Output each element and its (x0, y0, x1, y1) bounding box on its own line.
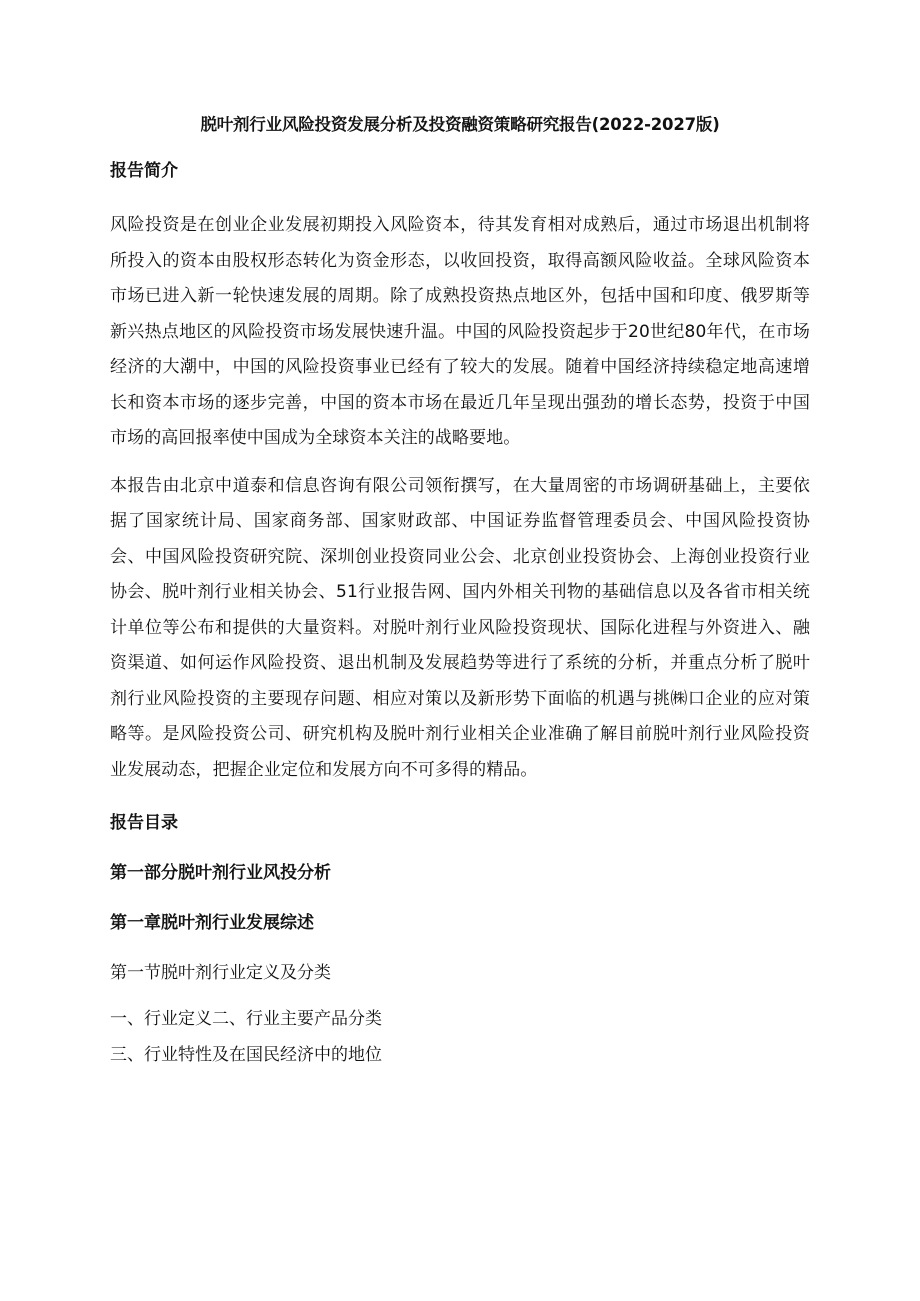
document-page (110, 112, 810, 1078)
toc-heading: 报告目录 (110, 813, 178, 833)
toc-item: 一、行业定义二、行业主要产品分类 (110, 1009, 382, 1029)
intro-heading: 报告简介 (110, 161, 178, 181)
toc-section-1: 第一节脱叶剂行业定义及分类 (110, 963, 331, 983)
toc-item: 三、行业特性及在国民经济中的地位 (110, 1045, 382, 1065)
toc-part-1: 第一部分脱叶剂行业风投分析 (110, 863, 331, 883)
document-title: 脱叶剂行业风险投资发展分析及投资融资策略研究报告(2022-2027版) (200, 115, 720, 134)
intro-paragraph-1: 风险投资是在创业企业发展初期投入风险资本，待其发育相对成熟后，通过市场退出机制将所投入的资本由股权形态转化为资金形态，以收回投资，取得高额风险收益。全球风险资本市场已进入新一轮快速发展的周期。除了成熟投资热点地区外，包括中国和印度、俄罗斯等新兴热点地区的风险投资市场发展快速升温。中国的风险投资起步于20世纪80年代，在市场经济的大潮中，中国的风险投资事业已经有了较大的发展。随着中国经济持续稳定地高速增长和资本市场的逐步完善，中国的资本市场在最近几年呈现出强劲的增长态势，投资于中国市场的高回报率使中国成为全球资本关注的战略要地。 (110, 215, 810, 448)
intro-paragraph-2: 本报告由北京中道泰和信息咨询有限公司领衔撰写，在大量周密的市场调研基础上，主要依据了国家统计局、国家商务部、国家财政部、中国证券监督管理委员会、中国风险投资协会、中国风险投资研究院、深圳创业投资同业公会、北京创业投资协会、上海创业投资行业协会、脱叶剂行业相关协会、51行业报告网、国内外相关刊物的基础信息以及各省市相关统计单位等公布和提供的大量资料。对脱叶剂行业风险投资现状、国际化进程与外资进入、融资渠道、如何运作风险投资、退出机制及发展趋势等进行了系统的分析，并重点分析了脱叶剂行业风险投资的主要现存问题、相应对策以及新形势下面临的机遇与挑㈱口企业的应对策略等。是风险投资公司、研究机构及脱叶剂行业相关企业准确了解目前脱叶剂行业风险投资业发展动态，把握企业定位和发展方向不可多得的精品。 (110, 475, 810, 780)
toc-chapter-1: 第一章脱叶剂行业发展综述 (110, 913, 314, 933)
